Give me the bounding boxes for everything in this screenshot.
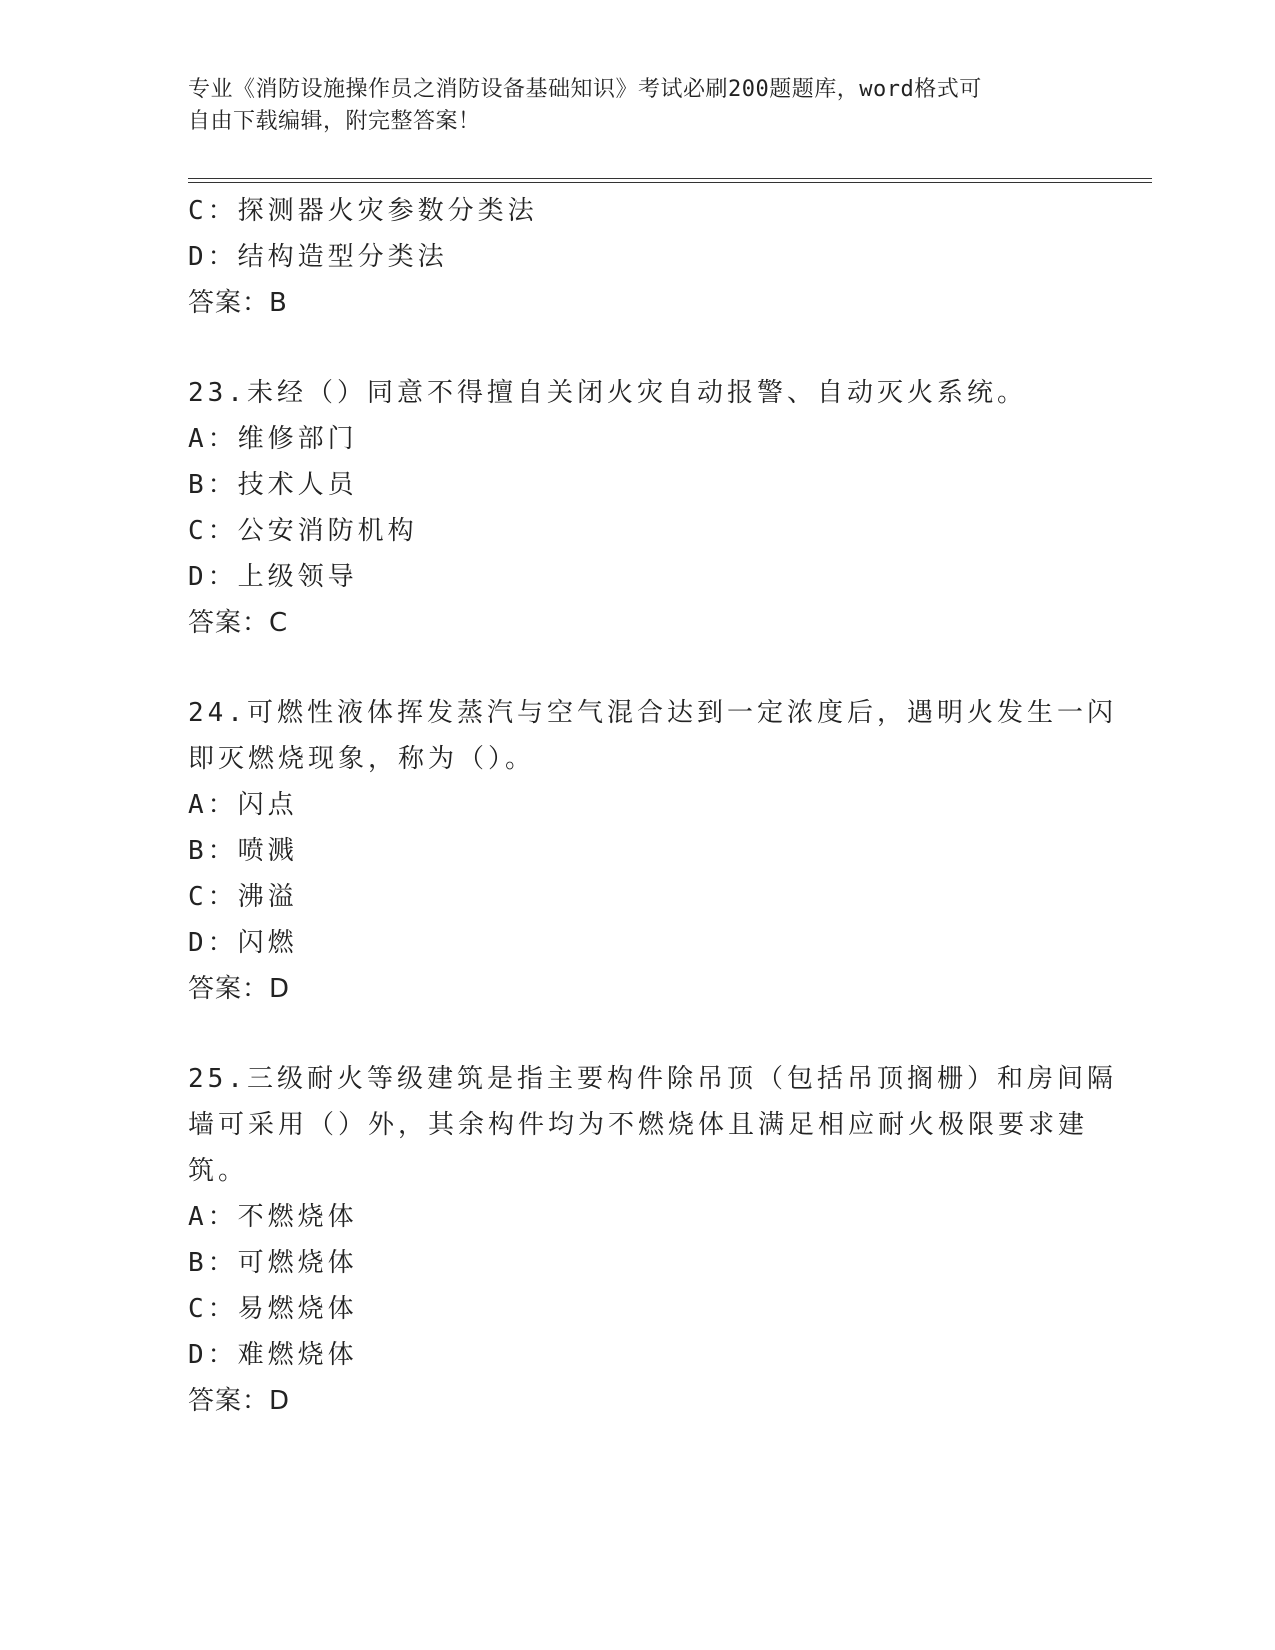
document-header xyxy=(188,74,1068,138)
question-stem: 23.未经（）同意不得擅自关闭火灾自动报警、自动灭火系统。 xyxy=(188,378,1027,408)
spacer xyxy=(188,646,1088,690)
question-stem: 筑。 xyxy=(188,1156,249,1186)
option-d: D：闪燃 xyxy=(188,928,298,958)
option-c: C：探测器火灾参数分类法 xyxy=(188,196,538,226)
answer-line: 答案：D xyxy=(188,974,291,1004)
option-a: A：维修部门 xyxy=(188,424,358,454)
question-list xyxy=(188,188,1117,1424)
option-a: A：不燃烧体 xyxy=(188,1202,358,1232)
option-b: B：可燃烧体 xyxy=(188,1248,358,1278)
question-22-tail xyxy=(188,188,1088,326)
option-c: C：沸溢 xyxy=(188,882,298,912)
header-divider-top xyxy=(188,178,1152,179)
option-c: C：公安消防机构 xyxy=(188,516,418,546)
option-b: B：喷溅 xyxy=(188,836,298,866)
option-b: B：技术人员 xyxy=(188,470,358,500)
option-d: D：难燃烧体 xyxy=(188,1340,358,1370)
question-25 xyxy=(188,1056,1117,1424)
question-stem: 墙可采用（）外，其余构件均为不燃烧体且满足相应耐火极限要求建 xyxy=(188,1110,1089,1140)
spacer xyxy=(188,1012,1088,1056)
answer-line: 答案：D xyxy=(188,1386,291,1416)
spacer xyxy=(188,326,1088,370)
option-d: D：上级领导 xyxy=(188,562,358,592)
header-divider-bottom xyxy=(188,182,1152,183)
question-24 xyxy=(188,690,1117,1012)
header-line-2: 自由下载编辑，附完整答案！ xyxy=(188,109,481,134)
option-c: C：易燃烧体 xyxy=(188,1294,358,1324)
question-stem: 25.三级耐火等级建筑是指主要构件除吊顶（包括吊顶搁栅）和房间隔 xyxy=(188,1064,1117,1094)
option-d: D：结构造型分类法 xyxy=(188,242,448,272)
answer-line: 答案：C xyxy=(188,608,289,638)
question-stem: 即灭燃烧现象，称为（）。 xyxy=(188,744,536,774)
header-line-1: 专业《消防设施操作员之消防设备基础知识》考试必刷200题题库，word格式可 xyxy=(188,77,982,102)
option-a: A：闪点 xyxy=(188,790,298,820)
question-stem: 24.可燃性液体挥发蒸汽与空气混合达到一定浓度后，遇明火发生一闪 xyxy=(188,698,1117,728)
answer-line: 答案：B xyxy=(188,288,288,318)
question-23 xyxy=(188,370,1088,646)
